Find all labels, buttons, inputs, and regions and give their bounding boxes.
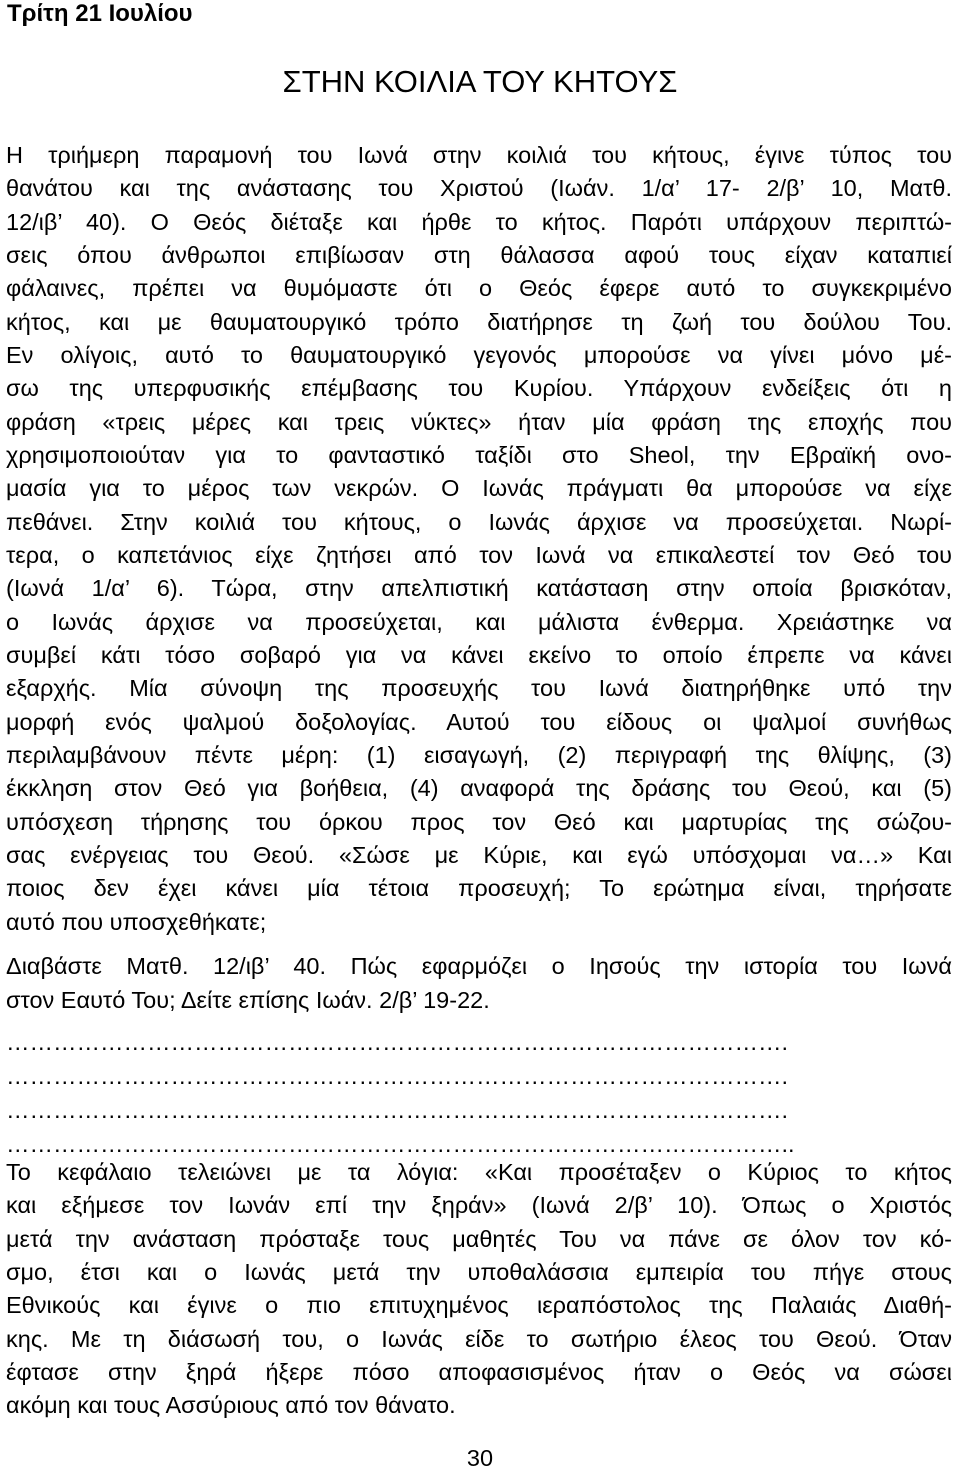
paragraph-line: φάλαινες, πρέπει να θυμόμαστε ότι ο Θεός έφερε αυτό το συγκεκριμένο xyxy=(6,275,952,301)
paragraph-line: κης. Με τη διάσωσή του, ο Ιωνάς είδε το σωτήριο έλεος του Θεού. Όταν xyxy=(6,1326,952,1352)
paragraph-line: και εξήμεσε τον Ιωνάν επί την ξηράν» (Ιωνά 2/β’ 10). Όπως ο Χριστός xyxy=(6,1192,952,1218)
paragraph-line: Η τριήμερη παραμονή του Ιωνά στην κοιλιά του κήτους, έγινε τύπος του xyxy=(6,142,952,168)
paragraph-line: Εν ολίγοις, αυτό το θαυματουργικό γεγονός μπορούσε να γίνει μόνο μέ- xyxy=(6,342,952,368)
page-title: ΣΤΗΝ ΚΟΙΛΙΑ ΤΟΥ ΚΗΤΟΥΣ xyxy=(282,64,678,99)
paragraph-line: ακόμη και τους Ασσύριους από τον θάνατο. xyxy=(6,1392,456,1418)
answer-line: ………………………………………………………………………………………. xyxy=(6,1029,789,1055)
paragraph-line: (Ιωνά 1/α’ 6). Τώρα, στην απελπιστική κατάσταση στην οποία βρισκόταν, xyxy=(6,575,952,601)
paragraph-line: υπόσχεση τήρησης του όρκου προς τον Θεό και μαρτυρίας της σώζου- xyxy=(6,809,952,835)
paragraph-line: συμβεί κάτι τόσο σοβαρό για να κάνει εκείνο το οποίο έπρεπε να κάνει xyxy=(6,642,952,668)
paragraph-line: πεθάνει. Στην κοιλιά του κήτους, ο Ιωνάς άρχισε να προσεύχεται. Νωρί- xyxy=(6,509,952,535)
paragraph-line: ποιος δεν έχει κάνει μία τέτοια προσευχή; Το ερώτημα είναι, τηρήσατε xyxy=(6,875,952,901)
paragraph-line: θανάτου και της ανάστασης του Χριστού (Ιωάν. 1/α’ 17- 2/β’ 10, Ματθ. xyxy=(6,175,952,201)
paragraph-line: εξαρχής. Μία σύνοψη της προσευχής του Ιωνά διατηρήθηκε υπό την xyxy=(6,675,952,701)
paragraph-line: αυτό που υποσχεθήκατε; xyxy=(6,909,267,935)
paragraph-line: σεις όπου άνθρωποι επιβίωσαν στη θάλασσα αφού τους είχαν καταπιεί xyxy=(6,242,952,268)
paragraph-line: ο Ιωνάς άρχισε να προσεύχεται, και μάλιστα ένθερμα. Χρειάστηκε να xyxy=(6,609,952,635)
paragraph-line: σας ενέργειας του Θεού. «Σώσε με Κύριε, και εγώ υπόσχομαι να…» Και xyxy=(6,842,952,868)
paragraph-line: τερα, ο καπετάνιος είχε ζητήσει από τον Ιωνά να επικαλεστεί τον Θεό του xyxy=(6,542,952,568)
answer-line: ……………………………………………………………………………………….. xyxy=(6,1131,795,1157)
paragraph-line: περιλαμβάνουν πέντε μέρη: (1) εισαγωγή, (2) περιγραφή της θλίψης, (3) xyxy=(6,742,952,768)
paragraph-line: 12/ιβ’ 40). Ο Θεός διέταξε και ήρθε το κήτος. Παρότι υπάρχουν περιπτώ- xyxy=(6,209,952,235)
paragraph-line: Το κεφάλαιο τελειώνει με τα λόγια: «Και προσέταξεν ο Κύριος το κήτος xyxy=(6,1159,952,1185)
page-number: 30 xyxy=(466,1445,494,1471)
paragraph-line: σω της υπερφυσικής επέμβασης του Κυρίου. Υπάρχουν ενδείξεις ότι η xyxy=(6,375,952,401)
paragraph-line: χρησιμοποιούταν για το φανταστικό ταξίδι στο Sheol, την Εβραϊκή ονο- xyxy=(6,442,952,468)
paragraph-line: μασία για το μέρος των νεκρών. Ο Ιωνάς πράγματι θα μπορούσε να είχε xyxy=(6,475,952,501)
question-line: στον Εαυτό Του; Δείτε επίσης Ιωάν. 2/β’ 19-22. xyxy=(6,987,490,1013)
answer-line: ………………………………………………………………………………………. xyxy=(6,1063,789,1089)
date-header: Τρίτη 21 Ιουλίου xyxy=(7,0,193,27)
paragraph-line: μορφή ενός ψαλμού δοξολογίας. Αυτού του είδους οι ψαλμοί συνήθως xyxy=(6,709,952,735)
paragraph-line: έκκληση στον Θεό για βοήθεια, (4) αναφορά της δράσης του Θεού, και (5) xyxy=(6,775,952,801)
paragraph-line: μετά την ανάσταση πρόσταξε τους μαθητές Του να πάνε σε όλον τον κό- xyxy=(6,1226,952,1252)
answer-line: ………………………………………………………………………………………. xyxy=(6,1097,789,1123)
question-line: Διαβάστε Ματθ. 12/ιβ’ 40. Πώς εφαρμόζει ο Ιησούς την ιστορία του Ιωνά xyxy=(6,953,952,979)
paragraph-line: σμο, έτσι και ο Ιωνάς μετά την υποθαλάσσια εμπειρία του πήγε στους xyxy=(6,1259,952,1285)
paragraph-line: κήτος, και με θαυματουργικό τρόπο διατήρησε τη ζωή του δούλου Του. xyxy=(6,309,952,335)
paragraph-line: φράση «τρεις μέρες και τρεις νύκτες» ήταν μία φράση της εποχής που xyxy=(6,409,952,435)
paragraph-line: Εθνικούς και έγινε ο πιο επιτυχημένος ιεραπόστολος της Παλαιάς Διαθή- xyxy=(6,1292,952,1318)
paragraph-line: έφτασε στην ξηρά ήξερε πόσο αποφασισμένος ήταν ο Θεός να σώσει xyxy=(6,1359,952,1385)
